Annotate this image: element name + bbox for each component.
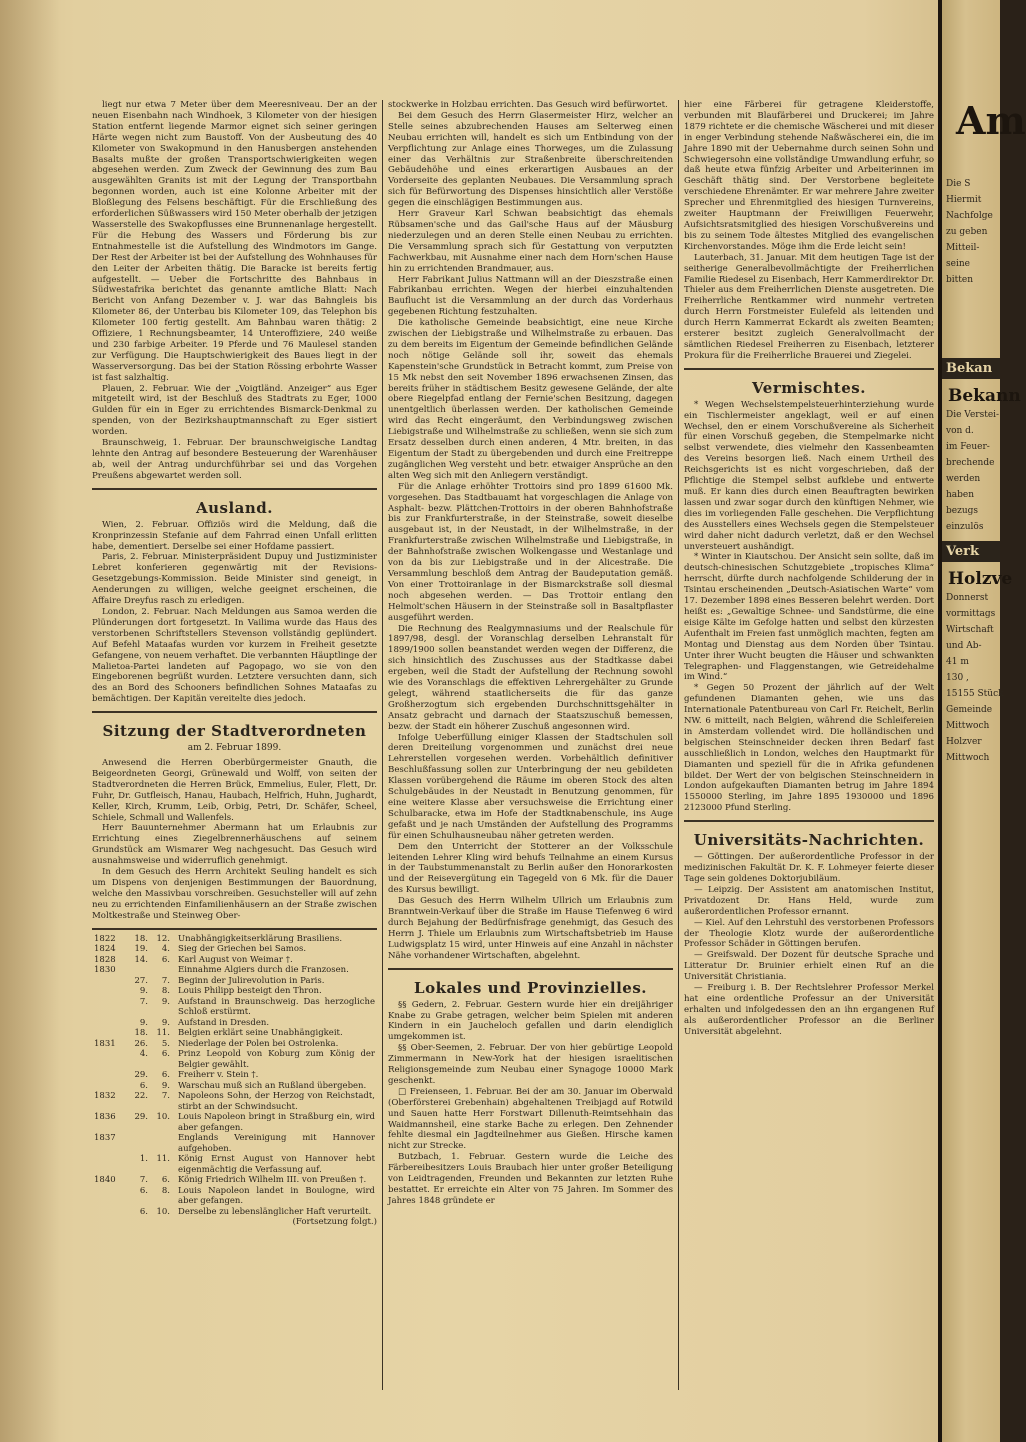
chronology-event: Karl August von Weimar †.	[178, 954, 293, 965]
paragraph: Wien, 2. Februar. Offiziös wird die Meldung, daß die Kronprinzessin Stefanie auf dem Fahrrad einen Unfall erlitten habe, dementiert. Derselbe sei einer Hofdame passiert.	[92, 519, 377, 552]
chronology-event: Prinz Leopold von Koburg zum König der Belgier gewählt.	[178, 1049, 375, 1070]
section-divider	[92, 928, 377, 930]
chronology-row	[92, 965, 377, 976]
chronology-event: König Friedrich Wilhelm III. von Preußen †.	[178, 1175, 367, 1186]
chronology-year: 1836	[94, 1112, 116, 1123]
section-divider	[92, 488, 377, 490]
paragraph: Plauen, 2. Februar. Wie der „Voigtländ. Anzeiger“ aus Eger mitgeteilt wird, ist der Beschluß des Stadtrats zu Eger, 1000 Gulden für ein in Eger zu errichtendes Bismarck-Denkmal zu spenden, von der Bezirkshauptmannschaft zu Eger sistiert worden.	[92, 383, 377, 438]
paragraph: In dem Gesuch des Herrn Architekt Seuling handelt es sich um Dispens von denjenigen Bestimmungen der Bauordnung, welche den Massivbau vorschreiben. Gesuchsteller will auf zehn neu zu errichtenden Einfamilienhäusern an der Straße zwischen Moltkestraße und Steinweg Ober-	[92, 867, 377, 921]
chronology-row	[92, 934, 377, 945]
paragraph: — Göttingen. Der außerordentliche Professor in der medizinischen Fakultät Dr. K. F. Lohmeyer feierte dieser Tage sein goldenes Doktorjubiläum.	[684, 852, 934, 884]
chronology-day: 6.	[139, 1080, 148, 1091]
chronology-month: 9.	[161, 1017, 170, 1028]
chronology-year: 1831	[94, 1038, 116, 1049]
chronology-row	[92, 1112, 377, 1133]
section-divider	[684, 820, 934, 822]
paragraph: Für die Anlage erhöhter Trottoirs sind pro 1899 61600 Mk. vorgesehen. Das Stadtbauamt hat vorgeschlagen die Anlage von Asphalt- bezw. Plättchen-Trottoirs in der oberen Bahnhofstraße bis zur Frankfurterstraße, in der Steinstraße, soweit dieselbe ausgebaut ist, in der Neustadt, in der Wilhelmstraße, in der Frankfurterstraße zwischen Wilhelmstraße und Liebigstraße, in der Bahnhofstraße zwischen Wolkengasse und Westanlage und von da bis zur Liebigstraße und in der Alicestraße. Die Versammlung beschloß dem Antrag der Baudeputation gemäß. Von einer Trottoiranlage in der Bismarckstraße soll diesmal noch abgesehen werden. — Das Trottoir entlang den Helmolt'schen Häusern in der Steinstraße soll in Basaltpflaster ausgeführt werden.	[388, 481, 673, 623]
chronology-year: 1832	[94, 1091, 116, 1102]
chronology-year	[92, 1028, 126, 1039]
paragraph: □ Freienseen, 1. Februar. Bei der am 30. Januar im Oberwald (Oberförsterei Grebenhain) abgehaltenen Treibjagd auf Rotwild und Sauen hatte Herr Forstwart Dillenuth-Reimtsehhain das Waidmannsheil, eine starke Bache zu erlegen. Den Zehnender fehlte diesmal ein Jagdteilnehmer aus Gießen. Hirsche kamen nicht zur Strecke.	[388, 1086, 673, 1152]
chronology-event: Belgien erklärt seine Unabhängigkeit.	[178, 1028, 343, 1039]
chronology-year	[92, 1207, 126, 1218]
chronology-day: 26.	[134, 1038, 148, 1049]
column-1	[92, 100, 377, 1228]
adjacent-text-line: haben	[946, 490, 975, 500]
adjacent-text-line: Wirtschaft	[946, 625, 994, 635]
chronology-row	[92, 1028, 377, 1039]
section-heading-vermischtes: Vermischtes.	[752, 378, 866, 397]
paragraph: — Leipzig. Der Assistent am anatomischen Institut, Privatdozent Dr. Hans Held, wurde zum außerordentlichen Professor ernannt.	[684, 884, 934, 917]
adjacent-text-line: einzulös	[946, 522, 984, 532]
chronology-row	[92, 976, 377, 987]
adjacent-lines-c	[942, 590, 1004, 766]
adjacent-text-line: bitten	[946, 275, 973, 285]
column-2	[388, 100, 673, 1207]
adjacent-text-line: 130 ,	[946, 673, 969, 683]
adjacent-text-line: von d.	[946, 426, 974, 436]
chronology-event: Englands Vereinigung mit Hannover aufgehoben.	[178, 1133, 375, 1154]
chronology-year	[92, 986, 126, 997]
chronology-event: Louis Philipp besteigt den Thron.	[178, 986, 322, 997]
paragraph: stockwerke in Holzbau errichten. Das Gesuch wird befürwortet.	[388, 100, 668, 110]
chronology-year	[92, 1154, 126, 1175]
chronology-year	[92, 1018, 126, 1029]
paragraph: — Freiburg i. B. Der Rechtslehrer Professor Merkel hat eine ordentliche Professur an der Universität erhalten und infolgedessen den an ihn ergangenen Ruf als außerordentlicher Professor an die Berliner Universität abgelehnt.	[684, 983, 934, 1037]
section-heading-sitzung: Sitzung der Stadtverordneten	[102, 722, 367, 741]
chronology-day: 6.	[139, 1206, 148, 1217]
chronology-event: Aufstand in Braunschweig. Das herzogliche Schloß erstürmt.	[178, 996, 375, 1018]
chronology-event: Niederlage der Polen bei Ostrolenka.	[178, 1038, 339, 1049]
adjacent-page-strip	[942, 0, 1026, 1442]
adjacent-text-line: Holzver	[946, 737, 982, 747]
adjacent-text-line: Gemeinde	[946, 705, 993, 715]
paragraph: Butzbach, 1. Februar. Gestern wurde die Leiche des Färbereibesitzers Louis Braubach hier unter großer Beteiligung von Leidtragenden, Freunden und Bekannten zur letzten Ruhe bestattet. Er erreichte ein Alter von 75 Jahren. Im Sommer des Jahres 1848 gründete er	[388, 1152, 673, 1206]
chronology-day: 29.	[134, 1070, 148, 1081]
chronology-month: 4.	[161, 944, 170, 955]
column-rule	[678, 100, 679, 1390]
chronology-day: 1.	[139, 1154, 148, 1165]
adjacent-text-line: seine	[946, 259, 970, 269]
chronology-month: 6.	[161, 1175, 170, 1186]
chronology-month: 5.	[161, 1038, 170, 1049]
adjacent-heading-1: Bekann	[948, 386, 1021, 406]
chronology-year: 1828	[94, 954, 116, 965]
chronology-row	[92, 1207, 377, 1218]
chronology-year: 1822	[94, 933, 116, 944]
adjacent-title-fragment: Am	[956, 98, 1026, 143]
chronology-year: 1824	[94, 944, 116, 955]
paragraph: Herr Fabrikant Julius Nattmann will an der Dieszstraße einen Fabrikanbau errichten. Wegen der hierbei einzuhaltenden Bauflucht ist die Versammlung an der durch das Vorderhaus gegebenen Richtung festzuhalten.	[388, 274, 673, 318]
adjacent-text-line: Die S	[946, 179, 971, 189]
chronology-row	[92, 1154, 377, 1175]
chronology-month: 9.	[161, 996, 170, 1007]
chronology-table	[92, 934, 377, 1218]
adjacent-text-line: 41 m	[946, 657, 969, 667]
chronology-row	[92, 1175, 377, 1186]
paragraph: Anwesend die Herren Oberbürgermeister Gnauth, die Beigeordneten Georgi, Grünewald und Wolff, von seiten der Stadtverordneten die Herren Brück, Emmelius, Euler, Flett, Dr. Fuhr, Dr. Gutfleisch, Hanau, Haubach, Helfrich, Huhn, Jughardt, Keller, Kirch, Krumm, Leib, Orbig, Petri, Dr. Schäfer, Scheel, Schiele, Schmall und Wallenfels.	[92, 758, 377, 823]
paragraph: Herr Graveur Karl Schwan beabsichtigt das ehemals Rübsamen'sche und das Gail'sche Haus auf der Mäusburg niederzulegen und an deren Stelle einen Neubau zu errichten. Die Versammlung sprach sich für Gestattung von verputzten Fachwerkbau, mit Ausnahme einer nach dem Horn'schen Hause hin zu errichtenden Brandmauer, aus.	[388, 209, 673, 274]
sitzung-date: am 2. Februar 1899.	[187, 743, 282, 754]
chronology-row	[92, 997, 377, 1018]
chronology-day: 9.	[139, 1017, 148, 1028]
chronology-row	[92, 955, 377, 966]
adjacent-text-line: 15155 Stück	[946, 689, 1004, 699]
chronology-day: 22.	[134, 1091, 148, 1102]
section-heading-lokales: Lokales und Provinzielles.	[414, 978, 647, 997]
chronology-month: 10.	[156, 1206, 170, 1217]
chronology-year: 1830	[94, 965, 116, 976]
adjacent-text-line: und Ab-	[946, 641, 982, 651]
paragraph: Infolge Ueberfüllung einiger Klassen der Stadtschulen soll deren Dreiteilung vorgenommen und zunächst drei neue Lehrerstellen vorgesehen werden. Vorbehältlich definitiver Beschlußfassung sollen zur Unterbringung der neu gebildeten Klassen vorübergehend die Räume im oberen Stock des alten Schulgebäudes in der Neustadt in Benutzung genommen, für eine weitere Klasse aber versuchsweise die Errichtung einer Schulbaracke, etwa im Hofe der Stadtknabenschule, ins Auge gefaßt und je nach Umständen der Aufstellung des Programms für einen Schulhausneubau näher getreten werden.	[388, 732, 673, 841]
adjacent-text-line: Nachfolge	[946, 211, 993, 221]
chronology-month: 7.	[161, 1091, 170, 1102]
chronology-row	[92, 1081, 377, 1092]
chronology-day: 18.	[134, 1028, 148, 1039]
chronology-event: Derselbe zu lebenslänglicher Haft verurteilt.	[178, 1206, 372, 1217]
adjacent-text-line: vormittags	[946, 609, 996, 619]
chronology-event: Louis Napoleon bringt in Straßburg ein, wird aber gefangen.	[178, 1112, 375, 1133]
chronology-month: 6.	[161, 1049, 170, 1060]
adjacent-text-line: Mittwoch	[946, 721, 990, 731]
paragraph: hier eine Färberei für getragene Kleiderstoffe, verbunden mit Blaufärberei und Druckerei; im Jahre 1879 richtete er die chemische Wäscherei und mit dieser in enger Verbindung stehende Naßwäscherei ein, die im Jahre 1890 mit der Uebernahme durch seinen Sohn und Schwiegersohn eine vollständige Umwandlung erfuhr, so daß heute etwa fünfzig Arbeiter und Arbeiterinnen im Geschäft thätig sind. Der Verstorbene begleitete verschiedene Ehrenämter. Er war mehrere Jahre zweiter Sprecher und Ehrenmitglied des hiesigen Turnvereins, zweiter Hauptmann der Freiwilligen Feuerwehr, Aufsichtsratsmitglied des hiesigen Vorschußvereins und bis zu seinem Tode ältestes Mitglied des evangelischen Kirchenvorstandes. Möge ihm die Erde leicht sein!	[684, 100, 934, 252]
chronology-month: 9.	[161, 1080, 170, 1091]
adjacent-lines-b	[942, 407, 1000, 535]
chronology-month	[150, 965, 176, 976]
chronology-month: 12.	[156, 933, 170, 944]
paragraph: Die Rechnung des Realgymnasiums und der Realschule für 1897/98, desgl. der Voranschlag derselben Lehranstalt für 1899/1900 sollen beanstandet werden wegen der Differenz, die sich hinsichtlich des Zuschusses aus der Stadtkasse dabei ergeben, weil die Stadt der Aufstellung der Rechnung sowohl wie des Voranschlags die effektiven Lehrergehälter zu Grunde gelegt, während staatlicherseits die für das ganze Großherzogtum sich ergebenden Durchschnittsgehälter in Ansatz gebracht und darnach der Staatszuschuß bemessen, bezw. der Stadt ein höherer Zuschuß angesonnen wird.	[388, 623, 673, 732]
column-3	[684, 100, 934, 1038]
chronology-month: 11.	[156, 1028, 170, 1039]
paragraph: — Greifswald. Der Dozent für deutsche Sprache und Litteratur Dr. Bruinier erhielt einen Ruf an die Universität Christiania.	[684, 950, 934, 983]
section-heading-universitaet: Universitäts-Nachrichten.	[693, 831, 925, 850]
chronology-month: 6.	[161, 1070, 170, 1081]
paragraph: London, 2. Februar. Nach Meldungen aus Samoa werden die Plünderungen dort fortgesetzt. In Vailima wurde das Haus des verstorbenen Schriftstellers Stevenson vollständig geplündert. Auf Befehl Mataafas wurden vor kurzem in Freiheit gesetzte Gefangene, von neuem verhaftet. Die verbannten Häuptlinge der Malietoa-Partei landeten auf Pagopago, wo sie von den Eingeborenen begrüßt wurden. Letztere versuchten dann, sich des an Bord des Schooners befindlichen Sohnes Mataafas zu bemächtigen. Der Kapitän vereitelte dies jedoch.	[92, 606, 377, 705]
chronology-month: 6.	[161, 954, 170, 965]
chronology-day: 6.	[139, 1185, 148, 1196]
adjacent-box-1: Bekan	[942, 358, 1000, 379]
paragraph: Dem den Unterricht der Stotterer an der Volksschule leitenden Lehrer Kling wird behufs Teilnahme an einem Kursus in der Taubstummenanstalt zu Berlin außer den Honorarkosten und der Reisevergütung ein Tagegeld von 6 Mk. für die Dauer des Kursus bewilligt.	[388, 841, 673, 896]
chronology-month: 8.	[161, 1185, 170, 1196]
chronology-event: Freiherr v. Stein †.	[178, 1070, 259, 1081]
paragraph: — Kiel. Auf den Lehrstuhl des verstorbenen Professors der Theologie Klotz wurde der außerordentliche Professor Schäder in Göttingen berufen.	[684, 917, 934, 950]
chronology-day: 9.	[139, 986, 148, 997]
adjacent-text-line: brechende	[946, 458, 995, 468]
chronology-event: Louis Napoleon landet in Boulogne, wird aber gefangen.	[178, 1185, 375, 1207]
chronology-row	[92, 1039, 377, 1050]
paragraph: liegt nur etwa 7 Meter über dem Meeresniveau. Der an der neuen Eisenbahn nach Windhoek, 3 Kilometer von der hiesigen Station entfernt liegende Marmor eignet sich seiner geringen Härte wegen nicht zum Baustoff. Von der Ausbeutung des 40 Kilometer von Swakopmund in den Hanusbergen anstehenden Basalts mußte der großen Transportschwierigkeiten wegen abgesehen werden. Zum Zweck der Gewinnung des zum Bau ausgewählten Granits ist mit der Legung der Transportbahn begonnen worden, auch ist eine Kolonne Arbeiter mit der Bloßlegung des Felsens beschäftigt. Für die Erschließung des erforderlichen Süßwassers wird 150 Meter oberhalb der jetzigen Wasserstelle des Swakopflusses eine Brunnenanlage hergestellt. Für die Hebung des Wassers und Förderung bis zur Entnahmestelle ist die Aufstellung des Windmotors im Gange. Der Rest der Arbeiter ist bei der Aufstellung des Wohnhauses für den Leiter der Arbeiten thätig. Die Baracke ist bereits fertig aufgestellt. — Ueber die Fortschritte des Bahnbaus in Südwestafrika berichtet das genannte amtliche Blatt: Nach Bericht von Anfang Dezember v. J. war das Bahngleis bis Kilometer 86, der Unterbau bis Kilometer 109, das Telephon bis Kilometer 100 fertig gestellt. Am Bahnbau waren thätig: 2 Offiziere, 1 Rechnungsbeamter, 14 Unteroffiziere, 240 weiße und 230 farbige Arbeiter. 19 Pferde und 76 Maulesel standen zur Verfügung. Die Hauptschwierigkeit des Baues liegt in der Wasserversorgung. Das bei der Station Rössing erbohrte Wasser ist fast salzhaltig.	[92, 100, 377, 383]
chronology-day: 18.	[134, 933, 148, 944]
chronology-row	[92, 1049, 377, 1070]
chronology-row	[92, 986, 377, 997]
chronology-month: 7.	[161, 975, 170, 986]
paragraph: §§ Gedern, 2. Februar. Gestern wurde hier ein dreijähriger Knabe zu Grabe getragen, welcher beim Spielen mit anderen Kindern in ein Jaucheloch gefallen und darin elendiglich umgekommen ist.	[388, 999, 673, 1043]
chronology-year	[92, 1070, 126, 1081]
chronology-day: 19.	[134, 944, 148, 955]
adjacent-text-line: Die Verstei-	[946, 410, 1000, 420]
paragraph: Das Gesuch des Herrn Wilhelm Ullrich um Erlaubnis zum Branntwein-Verkauf über die Straße im Hause Tiefenweg 6 wird durch Bejahung der Bedürfnisfrage genehmigt, das Gesuch des Herrn J. Thiele um Erlaubnis zum Wirtschaftsbetrieb im Hause Ludwigsplatz 15 wird, unter Hinweis auf eine Anzahl in nächster Nähe vorhandener Wirtschaften, abgelehnt.	[388, 896, 673, 961]
chronology-month	[150, 1133, 176, 1154]
adjacent-text-line: Donnerst	[946, 593, 989, 603]
adjacent-text-line: bezugs	[946, 506, 979, 516]
adjacent-text-line: zu geben	[946, 227, 988, 237]
chronology-row	[92, 1186, 377, 1207]
paragraph: §§ Ober-Seemen, 2. Februar. Der von hier gebürtige Leopold Zimmermann in New-York hat der hiesigen israelitischen Religionsgemeinde zum Neubau einer Synagoge 10000 Mark geschenkt.	[388, 1043, 673, 1086]
chronology-year	[92, 1081, 126, 1092]
chronology-month: 11.	[156, 1154, 170, 1165]
adjacent-text-line: im Feuer-	[946, 442, 990, 452]
paragraph: Lauterbach, 31. Januar. Mit dem heutigen Tage ist der seitherige Generalbevollmächtigte der Freiherrlichen Familie Riedesel zu Eisenbach, Herr Kammerdirektor Dr. Thieler aus dem Freiherrlichen Dienste ausgetreten. Die Freiherrliche Rentkammer wird nunmehr vertreten durch Herrn Forstmeister Eulefeld als leitenden und durch Herrn Kammerrat Eckardt als zweiten Beamten; ersterer besitzt zugleich Generalvollmacht der sämtlichen Riedesel Freiherren zu Eisenbach, letzterer Prokura für die Freiherrliche Brauerei und Ziegelei.	[684, 252, 934, 361]
chronology-day	[126, 1133, 150, 1154]
section-divider	[388, 968, 673, 970]
chronology-year: 1840	[94, 1175, 116, 1186]
paragraph: * Wegen Wechselstempelsteuerhinterziehung wurde ein Tischlermeister angeklagt, weil er auf einen Wechsel, den er einem Vorschußvereine als Sicherheit für einen Vorschuß gegeben, die Stempelmarke nicht selbst verwendete, dies vielmehr den Kassenbeamten des Vereins besorgen ließ. Nach einem Urtheil des Reichsgerichts ist es nicht vorgeschrieben, daß der Pflichtige die Stempel selbst aufklebe und entwerte muß. Er kann dies durch einen Beauftragten bewirken lassen und zwar sogar durch den künftigen Nehmer, wie dies im vorliegenden Falle geschehen. Die Verpflichtung des Ausstellers eines Wechsels gegen die Stempelsteuer wird daher nicht dadurch verletzt, daß er den Wechsel unversteuert aushändigt.	[684, 399, 934, 552]
paragraph: * Winter in Kiautschou. Der Ansicht sein sollte, daß im deutsch-chinesischen Schutzgebiete „tropisches Klima“ herrscht, dürfte durch nachfolgende Schilderung der in Tsintau erscheinenden „Deutsch-Asiatischen Warte“ vom 17. Dezember 1898 eines Besseren belehrt werden. Dort heißt es: „Gewaltige Schnee- und Sandstürme, die eine eisige Kälte im Gefolge hatten und selbst den kürzesten Aufenthalt im Freien fast unmöglich machten, fegten am Montag und Dienstag aus dem Norden über Tsintau. Unter ihrer Wucht beugten die Häuser und schwankten Telegraphen- und Flaggenstangen, wie Getreidehalme im Wind.“	[684, 552, 934, 683]
adjacent-box-2: Verk	[942, 541, 1000, 562]
chronology-day: 27.	[134, 975, 148, 986]
chronology-year	[92, 997, 126, 1018]
section-divider	[684, 368, 934, 370]
chronology-event: Sieg der Griechen bei Samos.	[178, 944, 307, 955]
chronology-day: 4.	[139, 1049, 148, 1060]
paragraph: Paris, 2. Februar. Ministerpräsident Dupuy und Justizminister Lebret konferieren gegenwärtig mit der Revisions-Gesetzgebungs-Kommission. Beide Minister sind geneigt, in Aenderungen zu willigen, welche geeignet erscheinen, die Affaire Dreyfus rasch zu erledigen.	[92, 552, 377, 607]
adjacent-text-line: werden	[946, 474, 981, 484]
adjacent-lines-a	[942, 176, 1000, 288]
chronology-event: Einnahme Algiers durch die Franzosen.	[178, 965, 349, 976]
chronology-year	[92, 1049, 126, 1070]
section-divider	[92, 711, 377, 713]
chronology-footer: (Fortsetzung folgt.)	[292, 1217, 377, 1228]
chronology-event: Napoleons Sohn, der Herzog von Reichstadt, stirbt an der Schwindsucht.	[178, 1091, 375, 1112]
column-rule	[382, 100, 383, 1390]
paragraph: Herr Bauunternehmer Abermann hat um Erlaubnis zur Errichtung eines Ziegelbrennerhäuschens auf seinem Grundstück am Wismarer Weg nachgesucht. Das Gesuch wird ausnahmsweise und widerruflich genehmigt.	[92, 823, 377, 867]
col1-text	[92, 100, 377, 482]
adjacent-text-line: Mittwoch	[946, 753, 990, 763]
chronology-event: Unabhängigkeitserklärung Brasiliens.	[178, 933, 343, 944]
chronology-row	[92, 1018, 377, 1029]
paragraph: Braunschweig, 1. Februar. Der braunschweigische Landtag lehnte den Antrag auf besondere Besteuerung der Warenhäuser ab, weil der Antrag undurchführbar sei und das Vorgehen Preußens abgewartet werden soll.	[92, 438, 377, 481]
chronology-row	[92, 1070, 377, 1081]
section-heading-ausland: Ausland.	[195, 498, 274, 517]
chronology-event: Warschau muß sich an Rußland übergeben.	[178, 1080, 367, 1091]
chronology-event: König Ernst August von Hannover hebt eigenmächtig die Verfassung auf.	[178, 1154, 375, 1175]
chronology-row	[92, 1091, 377, 1112]
chronology-day: 7.	[139, 996, 148, 1007]
chronology-row	[92, 1133, 377, 1154]
chronology-day	[126, 965, 150, 976]
chronology-month: 10.	[156, 1112, 170, 1123]
chronology-row	[92, 944, 377, 955]
chronology-day: 14.	[134, 954, 148, 965]
chronology-event: Aufstand in Dresden.	[178, 1017, 270, 1028]
chronology-day: 29.	[134, 1112, 148, 1123]
chronology-year	[92, 1186, 126, 1207]
chronology-event: Beginn der Julirevolution in Paris.	[178, 975, 325, 986]
adjacent-heading-2: Holzve	[948, 569, 1013, 589]
paragraph: Die katholische Gemeinde beabsichtigt, eine neue Kirche zwischen der Liebigstraße und Wilhelmstraße zu erbauen. Das zu dem bereits im Eigentum der Gemeinde befindlichen Gelände noch nötige Gelände soll ihr, soweit das ehemals Kapenstein'sche Grundstück in Betracht kommt, zum Preise von 15 Mk nebst den seit November 1896 erwachsenen Zinsen, das bereits früher in städtischem Besitz gewesene Gelände, der alte obere Riegelpfad entlang der Fernie'schen Besitzung, dagegen unentgeltlich überlassen werden. Der katholischen Gemeinde wird das Recht eingeräumt, den Verbindungsweg zwischen Liebigstraße und Wilhelmstraße zu schließen, wenn sie sich zum Ersatz desselben durch einen anderen, 4 Mtr. breiten, in das Eigentum der Stadt zu übergebenden und durch eine Freitreppe zugänglichen Weg versteht und betr. etwaiger Ansprüche an den alten Weg sich mit den Anliegern verständigt.	[388, 318, 673, 481]
adjacent-text-line: Mitteil-	[946, 243, 980, 253]
paragraph: * Gegen 50 Prozent der jährlich auf der Welt gefundenen Diamanten gehen, wie uns das Internationale Patentbureau von Carl Fr. Reichelt, Berlin NW. 6 mitteilt, nach Belgien, während die Schleifereien in Amsterdam vollendet wird. Die holländischen und belgischen Steinschneider decken ihren Bedarf fast ausschließlich in London, welches den Hauptmarkt für Diamanten und speziell für die in Afrika gefundenen bildet. Der Wert der von belgischen Steinschneidern in London aufgekauften Diamanten betrug im Jahre 1894 1550000 Sterling, im Jahre 1895 1930000 und 1896 2123000 Pfund Sterling.	[684, 683, 934, 814]
chronology-month: 8.	[161, 986, 170, 997]
paragraph: Bei dem Gesuch des Herrn Glasermeister Hirz, welcher an Stelle seines abzubrechenden Hauses am Selterweg einen Neubau errichten will, handelt es sich um Entbindung von der Verpflichtung zur Anlage eines Thorweges, um die Zulassung einer das Verhältnis zur Straßenbreite überschreitenden Gebäudehöhe und eines erkerartigen Ausbaues an der Vorderseite des geplanten Neubaues. Die Versammlung sprach sich für Befürwortung des Dispenses hinsichtlich aller Verstöße gegen die einschlägigen Bestimmungen aus.	[388, 110, 673, 209]
chronology-year: 1837	[94, 1133, 116, 1144]
chronology-year	[92, 976, 126, 987]
adjacent-text-line: Hiermit	[946, 195, 982, 205]
chronology-day: 7.	[139, 1175, 148, 1186]
